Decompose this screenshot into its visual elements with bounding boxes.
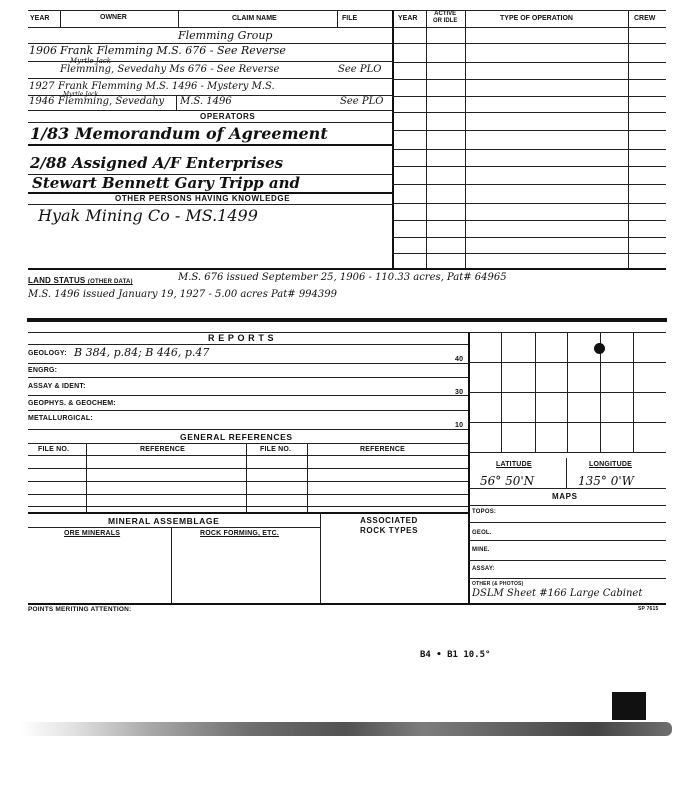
row-line (468, 560, 666, 561)
mineral-assemblage-title: MINERAL ASSEMBLAGE (108, 516, 220, 526)
row-line (28, 332, 666, 333)
maps-topos: TOPOS: (472, 509, 497, 515)
rock-forming-label: ROCK FORMING, ETC. (200, 530, 280, 537)
points-meriting-attention-label: POINTS MERITING ATTENTION: (28, 606, 132, 613)
other-persons-line-1: Hyak Mining Co - MS.1499 (38, 206, 258, 225)
owner-row3-year: 1927 (29, 81, 55, 92)
row-line (28, 506, 468, 507)
maps-other-label: OTHER (& PHOTOS) (472, 581, 524, 587)
land-status-label (28, 276, 133, 285)
grid-line (468, 452, 666, 453)
grid-line (468, 422, 666, 423)
col-divider (246, 443, 247, 513)
owner-row1-year: 1906 (29, 44, 57, 57)
row-line (392, 184, 666, 185)
maps-other-value: DSLM Sheet #166 Large Cabinet (472, 588, 643, 599)
top-border (28, 10, 666, 11)
form-number: SP 7615 (638, 606, 659, 612)
owner-row4-file: See PLO (340, 96, 384, 107)
col-divider-main (468, 332, 470, 604)
engrg-label: ENGRG: (28, 367, 58, 374)
row-line (468, 522, 666, 523)
row-line (468, 488, 666, 489)
owner-row2-above: Myrtle Jack (70, 57, 112, 65)
row-line (28, 78, 392, 79)
owner-row2-text: Flemming, Sevedahy Ms 676 - See Reverse (60, 64, 280, 75)
operators-line-3: Stewart Bennett Gary Tripp and (32, 174, 301, 192)
rock-types-label: ROCK TYPES (360, 526, 419, 535)
col-divider (171, 527, 172, 603)
col-divider (86, 443, 87, 513)
row-line (28, 455, 468, 456)
owner-row4-owner: Flemming, Sevedahy (58, 96, 165, 107)
row-line (28, 377, 468, 378)
grid-line (468, 362, 666, 363)
operators-line-2: 2/88 Assigned A/F Enterprises (30, 154, 284, 172)
section-border (28, 603, 666, 605)
geology-label: GEOLOGY: (28, 350, 67, 357)
general-references-title: GENERAL REFERENCES (180, 432, 293, 442)
header-type-of-operation: TYPE OF OPERATION (500, 15, 573, 22)
col-divider (465, 10, 466, 268)
maps-mine: MINE. (472, 547, 490, 553)
col-divider (320, 512, 321, 603)
owner-row3-text: Frank Flemming M.S. 1496 - Mystery M.S. (58, 81, 275, 92)
row-line (28, 410, 468, 411)
col-file-no: FILE NO. (38, 446, 70, 453)
owner-row4-year: 1946 (29, 96, 55, 107)
latitude-value: 56° 50'N (480, 474, 535, 488)
maps-assay: ASSAY: (472, 566, 495, 572)
grid-line (468, 392, 666, 393)
col-divider (566, 458, 567, 488)
col-file-no-2: FILE NO. (260, 446, 292, 453)
row-line (28, 110, 392, 111)
maps-title: MAPS (552, 492, 578, 501)
owner-row1-text: Frank Flemming M.S. 676 - See Reverse (60, 44, 286, 57)
longitude-label: LONGITUDE (589, 461, 633, 468)
header-or-idle: OR IDLE (433, 18, 458, 24)
col-divider (60, 10, 61, 28)
reports-title: R E P O R T S (208, 333, 275, 343)
reports-number-30: 30 (455, 389, 464, 396)
header-claim-name: CLAIM NAME (232, 15, 277, 22)
geophys-geochem-label: GEOPHYS. & GEOCHEM: (28, 400, 116, 407)
reports-number-40: 40 (455, 356, 464, 363)
row-line (392, 130, 666, 131)
row-line (392, 112, 666, 113)
row-line (392, 166, 666, 167)
land-status-subtitle: (OTHER DATA) (87, 279, 133, 285)
other-persons-label: OTHER PERSONS HAVING KNOWLEDGE (115, 194, 291, 203)
row-line (28, 395, 468, 396)
col-divider-main (392, 10, 394, 268)
reports-number-10: 10 (455, 422, 464, 429)
row-line (28, 481, 468, 482)
ore-minerals-label: ORE MINERALS (64, 530, 121, 537)
owner-group-name: Flemming Group (178, 29, 273, 42)
row-line (28, 429, 468, 430)
row-line (28, 443, 468, 444)
row-line (392, 253, 666, 254)
longitude-value: 135° 0'W (578, 474, 634, 488)
row-line (392, 43, 666, 44)
section-separator (27, 318, 667, 322)
owner-row2-file: See PLO (338, 64, 382, 75)
row-line (28, 344, 468, 345)
latitude-label: LATITUDE (496, 461, 532, 468)
associated-rock-types (360, 516, 418, 536)
row-line (392, 149, 666, 150)
header-divider (28, 27, 666, 28)
header-owner: OWNER (100, 14, 127, 21)
row-line (28, 527, 320, 528)
row-line (28, 494, 468, 495)
header-active-or-idle (433, 11, 457, 25)
section-border (28, 268, 666, 270)
row-line (468, 578, 666, 579)
col-divider (426, 10, 427, 268)
row-line (28, 204, 392, 205)
row-line (28, 122, 392, 123)
location-marker (594, 343, 605, 354)
maps-geol: GEOL. (472, 530, 492, 536)
header-crew: CREW (634, 15, 656, 22)
header-active: ACTIVE (434, 11, 457, 17)
col-reference: REFERENCE (140, 446, 185, 453)
section-border (28, 512, 468, 514)
row-line (468, 540, 666, 541)
col-divider (178, 10, 179, 28)
stamp-text: B4 • B1 10.5° (420, 650, 491, 660)
owner-row4-above: Myrtle Jack (63, 91, 99, 98)
row-line (28, 144, 392, 146)
assay-ident-label: ASSAY & IDENT: (28, 383, 86, 390)
col-divider (337, 10, 338, 28)
row-line (392, 220, 666, 221)
row-line (468, 505, 666, 506)
scan-smudge-band (20, 722, 672, 736)
land-status-line-2: M.S. 1496 issued January 19, 1927 - 5.00 acres Pat# 994399 (28, 289, 337, 300)
row-line (392, 237, 666, 238)
col-divider (628, 10, 629, 268)
header-year-2: YEAR (398, 15, 418, 22)
owner-row4-claim: M.S. 1496 (180, 96, 232, 107)
col-reference-2: REFERENCE (360, 446, 405, 453)
metallurgical-label: METALLURGICAL: (28, 415, 93, 422)
associated-label: ASSOCIATED (360, 516, 418, 525)
header-year: YEAR (30, 15, 50, 22)
operators-label: OPERATORS (200, 112, 256, 121)
scan-artifact-block (612, 692, 646, 720)
row-line (28, 468, 468, 469)
header-file: FILE (342, 15, 358, 22)
row-line (392, 203, 666, 204)
row-line (392, 96, 666, 97)
land-status-line-1: M.S. 676 issued September 25, 1906 - 110.33 acres, Pat# 64965 (178, 272, 507, 283)
land-status-title: LAND STATUS (28, 276, 86, 285)
col-divider (307, 443, 308, 513)
row-line (392, 62, 666, 63)
row-line (28, 363, 468, 364)
operators-line-1: 1/83 Memorandum of Agreement (30, 124, 328, 143)
col-divider (176, 95, 177, 110)
row-line (392, 79, 666, 80)
geology-value: B 384, p.84; B 446, p.47 (74, 346, 210, 359)
